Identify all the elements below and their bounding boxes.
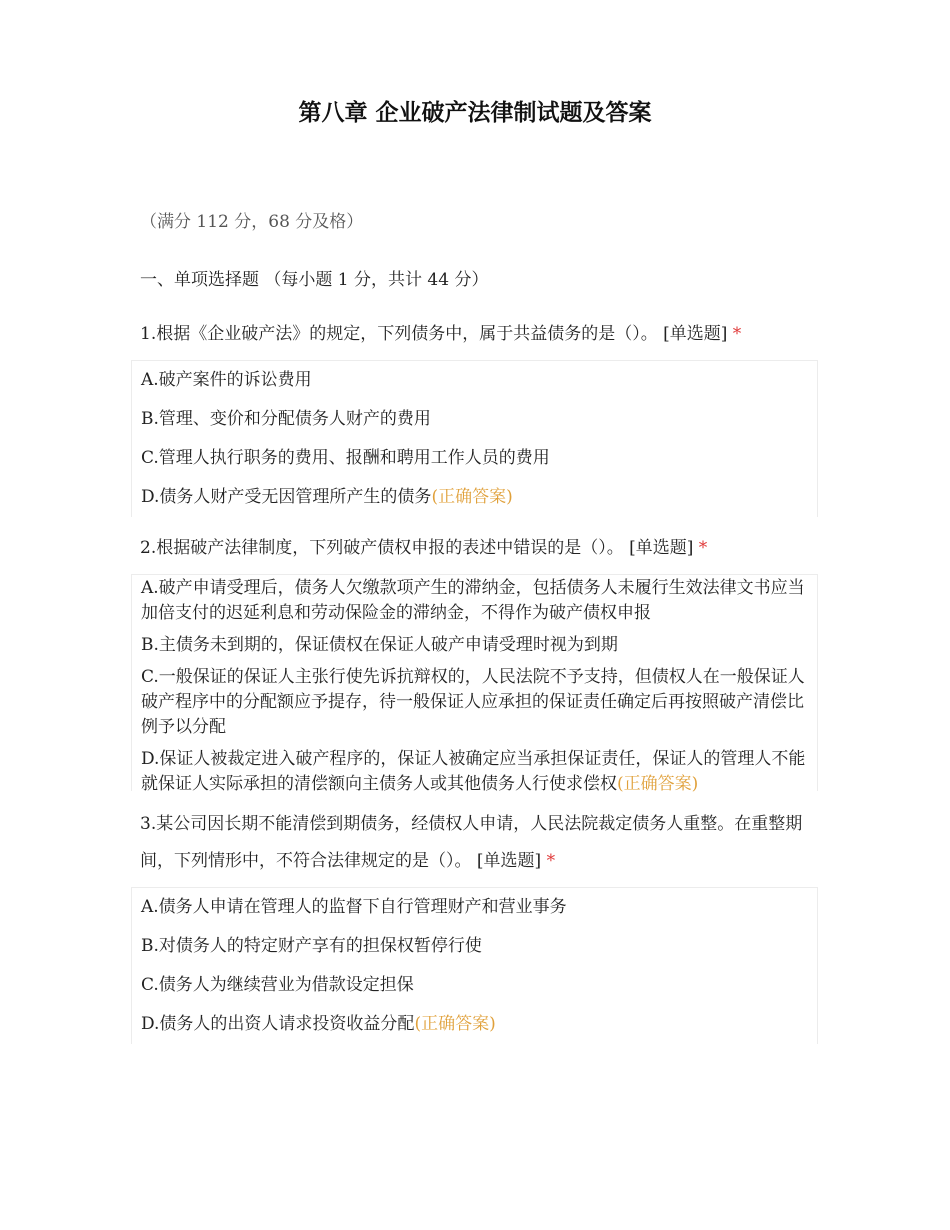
option-text: B.对债务人的特定财产享有的担保权暂停行使 [141,936,482,956]
page-title: 第八章 企业破产法律制试题及答案 [298,100,652,126]
option-text: D.债务人财产受无因管理所产生的债务 [141,487,432,507]
option-text: C.一般保证的保证人主张行使先诉抗辩权的，人民法院不予支持，但债权人在一般保证人破产程序中的分配额应予提存，待一般保证人应承担的保证责任确定后再按照破产清偿比例予以分配 [141,667,805,737]
option-text: A.债务人申请在管理人的监督下自行管理财产和营业事务 [141,897,567,917]
correct-answer-label: (正确答案) [414,1014,496,1034]
correct-answer-label: (正确答案) [617,774,699,794]
option-text: B.主债务未到期的，保证债权在保证人破产申请受理时视为到期 [141,635,618,655]
question-text: 1.根据《企业破产法》的规定，下列债务中，属于共益债务的是（）。 [140,324,658,344]
score-note: （满分 112 分，68 分及格） [140,212,364,232]
question-3-options [131,887,818,1044]
option-b[interactable] [132,632,817,659]
question-1-options [131,360,818,517]
question-type: [单选题] [629,538,694,558]
question-2-options [131,574,818,794]
question-type: [单选题] [476,851,542,871]
question-2-stem [140,530,820,567]
option-text: A.破产申请受理后，债务人欠缴款项产生的滞纳金，包括债务人未履行生效法律文书应当加倍支付的迟延利息和劳动保险金的滞纳金，不得作为破产债权申报 [141,578,805,623]
question-type: [单选题] [663,324,728,344]
option-text: D.保证人被裁定进入破产程序的，保证人被确定应当承担保证责任，保证人的管理人不能就保证人实际承担的清偿额向主债务人或其他债务人行使求偿权 [141,749,806,794]
option-text: C.债务人为继续营业为借款设定担保 [141,975,414,995]
section-heading: 一、单项选择题 （每小题 1 分，共计 44 分） [140,270,489,290]
question-text: 2.根据破产法律制度，下列破产债权申报的表述中错误的是（）。 [140,538,624,558]
option-b[interactable] [132,927,817,966]
required-mark: * [698,538,708,558]
option-text: C.管理人执行职务的费用、报酬和聘用工作人员的费用 [141,448,550,468]
question-3-stem [140,806,820,880]
option-text: D.债务人的出资人请求投资收益分配 [141,1014,415,1034]
option-c[interactable] [132,439,817,478]
correct-answer-label: (正确答案) [431,487,513,507]
option-a[interactable] [132,361,817,400]
option-text: B.管理、变价和分配债务人财产的费用 [141,409,431,429]
required-mark: * [546,851,556,871]
question-1-stem [140,316,820,353]
option-c[interactable] [132,664,817,741]
option-d[interactable] [132,746,817,798]
option-text: A.破产案件的诉讼费用 [141,370,312,390]
option-a[interactable] [132,575,817,627]
option-d[interactable] [132,478,817,517]
question-text: 3.某公司因长期不能清偿到期债务，经债权人申请，人民法院裁定债务人重整。在重整期间，下列情形中，不符合法律规定的是（）。 [140,814,803,871]
option-a[interactable] [132,888,817,927]
option-c[interactable] [132,966,817,1005]
option-d[interactable] [132,1005,817,1044]
option-b[interactable] [132,400,817,439]
required-mark: * [732,324,742,344]
